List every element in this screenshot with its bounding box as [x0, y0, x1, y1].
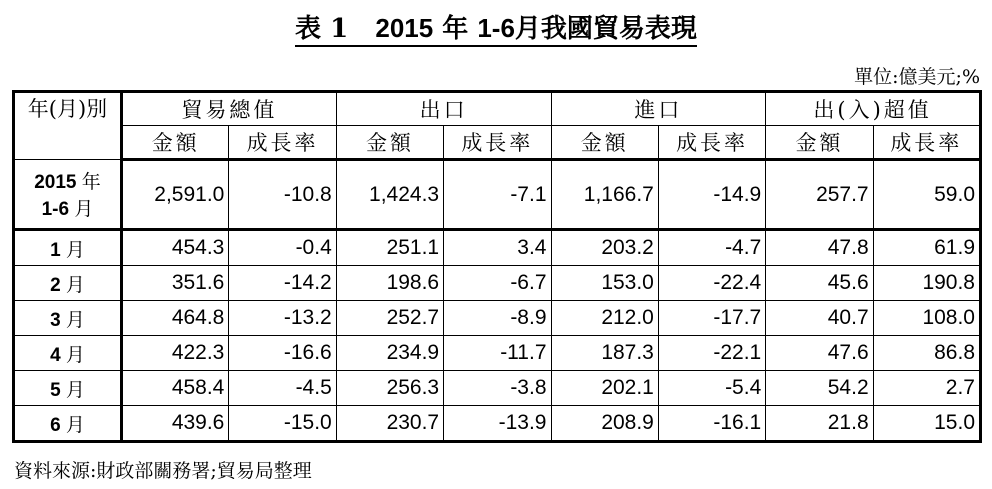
group-header-export: 出口 — [336, 92, 551, 126]
cell-surplus-amount: 47.6 — [766, 336, 873, 371]
table-row — [14, 371, 981, 406]
cell-import-amount: 208.9 — [551, 406, 658, 442]
sub-header-growth: 成長率 — [444, 126, 551, 160]
cell-total-growth: -10.8 — [229, 160, 336, 230]
row-label: 2 月 — [14, 266, 122, 301]
cell-import-amount: 153.0 — [551, 266, 658, 301]
cell-export-growth: -6.7 — [444, 266, 551, 301]
sub-header-amount: 金額 — [551, 126, 658, 160]
unit-note: 單位:億美元;% — [854, 66, 980, 88]
cell-surplus-growth: 86.8 — [873, 336, 980, 371]
row-label: 1 月 — [14, 230, 122, 266]
cell-total-growth: -0.4 — [229, 230, 336, 266]
title-nian: 年 — [442, 14, 469, 44]
cell-total-amount: 464.8 — [122, 301, 229, 336]
table-row — [14, 406, 981, 442]
cell-export-growth: -11.7 — [444, 336, 551, 371]
cell-export-amount: 230.7 — [336, 406, 443, 442]
cell-total-amount: 351.6 — [122, 266, 229, 301]
trade-table — [12, 90, 982, 443]
cell-import-growth: -4.7 — [658, 230, 765, 266]
cell-export-amount: 198.6 — [336, 266, 443, 301]
cell-export-growth: -13.9 — [444, 406, 551, 442]
cell-total-growth: -13.2 — [229, 301, 336, 336]
sub-header-growth: 成長率 — [873, 126, 980, 160]
cell-export-amount: 256.3 — [336, 371, 443, 406]
cell-surplus-amount: 54.2 — [766, 371, 873, 406]
title-prefix: 表 1 — [295, 14, 349, 44]
cell-export-growth: 3.4 — [444, 230, 551, 266]
title-rest: 月我國貿易表現 — [514, 14, 697, 44]
cell-surplus-amount: 47.8 — [766, 230, 873, 266]
cell-surplus-growth: 15.0 — [873, 406, 980, 442]
cell-total-growth: -14.2 — [229, 266, 336, 301]
sub-header-growth: 成長率 — [229, 126, 336, 160]
group-header-total: 貿易總值 — [122, 92, 337, 126]
cell-export-amount: 251.1 — [336, 230, 443, 266]
cell-surplus-amount: 45.6 — [766, 266, 873, 301]
cell-import-amount: 1,166.7 — [551, 160, 658, 230]
cell-export-growth: -3.8 — [444, 371, 551, 406]
row-label: 4 月 — [14, 336, 122, 371]
cell-surplus-growth: 59.0 — [873, 160, 980, 230]
cell-surplus-growth: 190.8 — [873, 266, 980, 301]
title-year: 2015 — [375, 13, 434, 43]
cell-export-growth: -8.9 — [444, 301, 551, 336]
sub-header-amount: 金額 — [766, 126, 873, 160]
cell-import-growth: -22.4 — [658, 266, 765, 301]
cell-import-growth: -16.1 — [658, 406, 765, 442]
cell-export-growth: -7.1 — [444, 160, 551, 230]
cell-total-amount: 2,591.0 — [122, 160, 229, 230]
cell-surplus-growth: 61.9 — [873, 230, 980, 266]
cell-import-amount: 187.3 — [551, 336, 658, 371]
cell-total-growth: -16.6 — [229, 336, 336, 371]
table-row — [14, 266, 981, 301]
group-header-import: 進口 — [551, 92, 766, 126]
cell-import-growth: -22.1 — [658, 336, 765, 371]
cell-surplus-amount: 257.7 — [766, 160, 873, 230]
table-row — [14, 230, 981, 266]
cell-total-growth: -4.5 — [229, 371, 336, 406]
cell-import-growth: -14.9 — [658, 160, 765, 230]
sub-header-growth: 成長率 — [658, 126, 765, 160]
cell-export-amount: 234.9 — [336, 336, 443, 371]
cell-total-growth: -15.0 — [229, 406, 336, 442]
title-range: 1-6 — [477, 13, 515, 43]
cell-total-amount: 439.6 — [122, 406, 229, 442]
cell-import-amount: 212.0 — [551, 301, 658, 336]
table-title — [0, 8, 992, 45]
cell-import-growth: -17.7 — [658, 301, 765, 336]
cell-surplus-growth: 2.7 — [873, 371, 980, 406]
cell-export-amount: 252.7 — [336, 301, 443, 336]
cell-import-growth: -5.4 — [658, 371, 765, 406]
sub-header-amount: 金額 — [122, 126, 229, 160]
row-label: 6 月 — [14, 406, 122, 442]
corner-header: 年(月)別 — [14, 92, 122, 160]
cell-surplus-amount: 21.8 — [766, 406, 873, 442]
table-row — [14, 160, 981, 230]
group-header-surplus: 出(入)超值 — [766, 92, 981, 126]
cell-total-amount: 458.4 — [122, 371, 229, 406]
cell-import-amount: 202.1 — [551, 371, 658, 406]
table-row — [14, 301, 981, 336]
sub-header-amount: 金額 — [336, 126, 443, 160]
row-label: 5 月 — [14, 371, 122, 406]
source-note: 資料來源:財政部關務署;貿易局整理 — [14, 460, 312, 482]
cell-surplus-amount: 40.7 — [766, 301, 873, 336]
row-label: 3 月 — [14, 301, 122, 336]
cell-surplus-growth: 108.0 — [873, 301, 980, 336]
cell-export-amount: 1,424.3 — [336, 160, 443, 230]
row-label: 2015 年 1-6 月 — [14, 160, 122, 230]
cell-total-amount: 454.3 — [122, 230, 229, 266]
cell-total-amount: 422.3 — [122, 336, 229, 371]
table-row — [14, 336, 981, 371]
cell-import-amount: 203.2 — [551, 230, 658, 266]
